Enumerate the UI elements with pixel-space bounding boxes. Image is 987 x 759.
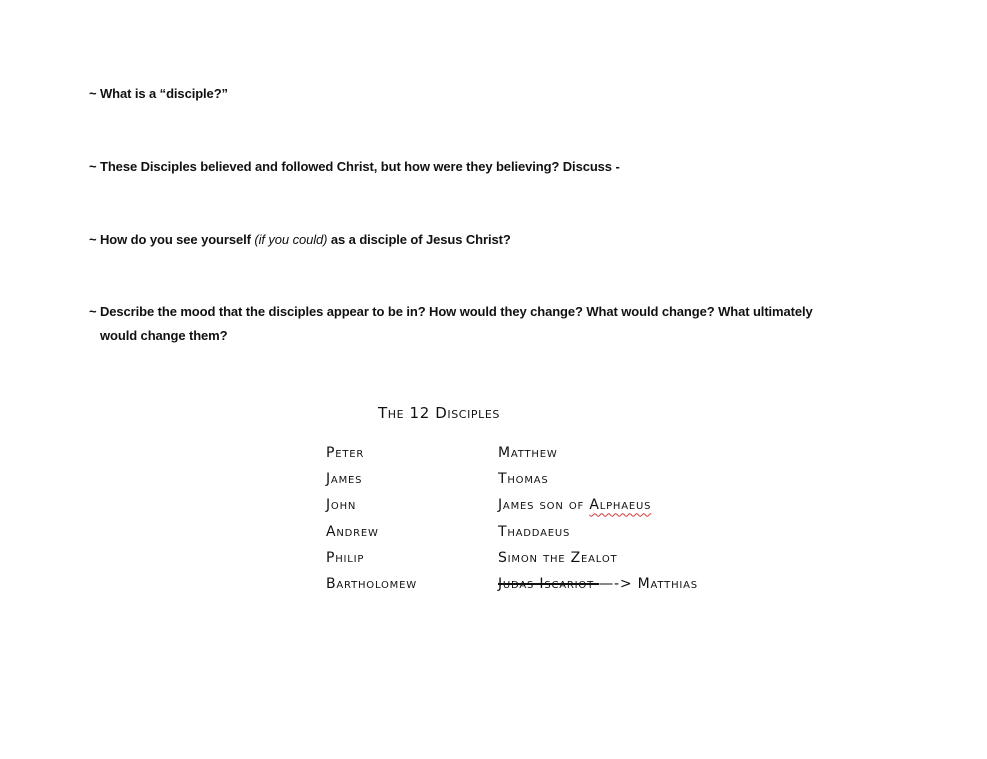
disciple-name xyxy=(498,492,698,518)
disciple-name: James xyxy=(326,471,363,488)
question-mood-line1: ~ Describe the mood that the disciples appear to be in? How would they change? What would change? What ultimately xyxy=(89,304,813,319)
disciples-left-column xyxy=(326,440,417,597)
question-disciple-definition: ~ What is a “disciple?” xyxy=(89,86,228,101)
replacement-name: —-> Matthias xyxy=(599,575,698,592)
disciple-name: Thomas xyxy=(498,471,549,488)
disciple-name: Matthew xyxy=(498,445,558,461)
question-mood xyxy=(89,300,813,348)
disciples-list-title: The 12 Disciples xyxy=(378,404,501,422)
spellcheck-flagged-word: Alphaeus xyxy=(589,497,652,514)
disciple-name: Thaddaeus xyxy=(498,523,571,540)
question-mood-line2: would change them? xyxy=(100,328,228,343)
question-see-yourself-end: as a disciple of Jesus Christ? xyxy=(327,232,511,247)
disciple-name-replaced xyxy=(498,571,698,597)
disciple-name: Philip xyxy=(326,549,365,566)
question-see-yourself-italic: (if you could) xyxy=(254,232,328,247)
disciple-name: Peter xyxy=(326,445,365,461)
disciple-name: Andrew xyxy=(326,523,379,540)
question-how-believing: ~ These Disciples believed and followed Christ, but how were they believing? Discuss - xyxy=(89,159,620,174)
question-see-yourself-start: ~ How do you see yourself xyxy=(89,232,255,247)
disciple-name: Bartholomew xyxy=(326,575,417,592)
disciple-name: Simon the Zealot xyxy=(498,549,618,566)
disciples-right-column xyxy=(498,440,698,597)
disciple-name-prefix: James son of xyxy=(498,497,590,514)
disciple-name: John xyxy=(326,497,357,514)
struck-through-name: Judas Iscariot xyxy=(498,575,600,592)
question-see-yourself xyxy=(89,228,511,252)
